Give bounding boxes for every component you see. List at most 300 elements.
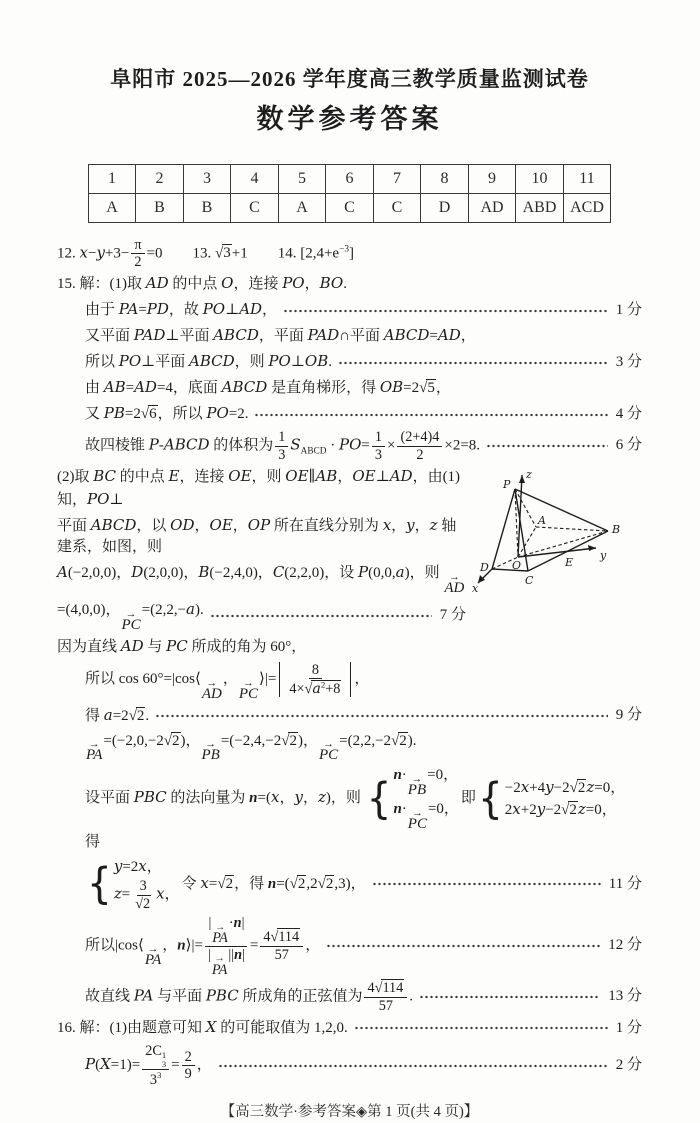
solution-16: [57, 1017, 642, 1088]
vector-name: PC: [238, 685, 258, 702]
y-axis-arrow: [588, 545, 596, 551]
line-content: [85, 766, 642, 853]
math-text: ，由(1)知，: [57, 469, 461, 508]
math-text: 1: [374, 429, 382, 446]
math-text: 与平面: [153, 988, 206, 1005]
math-text: =(−2,4,−2: [220, 732, 282, 749]
radical-sign: √: [135, 895, 143, 912]
math-text: ，: [337, 469, 353, 486]
math-text: ，: [414, 517, 430, 534]
math-var: PB: [103, 404, 125, 423]
vector-name: PC: [121, 616, 141, 633]
fraction-numerator: [137, 878, 150, 895]
fraction: [372, 429, 385, 463]
math-text: 3: [139, 878, 147, 895]
math-var: AD: [120, 636, 144, 655]
dot-leader: [486, 444, 608, 448]
math-text: 5: [427, 380, 435, 397]
math-text: −2: [504, 780, 521, 797]
math-text: +3−: [104, 244, 130, 261]
radical-sign: √: [317, 875, 325, 892]
fraction: [364, 980, 407, 1014]
square-root: [271, 928, 301, 945]
score-label: 2 分: [615, 1056, 642, 1073]
radical-sign: √: [140, 406, 149, 423]
script-super: 1: [161, 1050, 167, 1061]
vector: [408, 809, 427, 832]
math-var: z: [429, 515, 438, 534]
fraction-numerator: [205, 915, 247, 947]
superscript: −3: [339, 243, 349, 254]
math-text: 2: [172, 732, 180, 749]
radicand: [277, 928, 300, 945]
math-text: 所以 cos 60°=|cos⟨: [85, 670, 201, 687]
answer-cell: ABD: [516, 193, 564, 222]
vector-arrow-icon: →: [214, 923, 226, 932]
score-label: 3 分: [615, 353, 642, 370]
solution-15-part2: [57, 463, 466, 659]
math-text: .: [145, 707, 150, 724]
radicand: [381, 979, 404, 996]
math-var: BC: [93, 467, 117, 486]
math-vector-n: n: [234, 946, 243, 963]
fill-in-answers: [57, 237, 642, 271]
math-text: (2)取: [57, 469, 94, 486]
radicand: [142, 895, 151, 912]
math-var: a: [312, 680, 321, 697]
math-text: =(: [276, 875, 290, 892]
math-text: 4×: [289, 680, 305, 697]
math-text: ，所以: [157, 406, 207, 423]
score-label: 11 分: [608, 875, 642, 892]
line-content: [57, 599, 204, 633]
vector-name: PB: [201, 747, 220, 764]
score-label: 6 分: [615, 437, 642, 454]
square-root: [290, 875, 307, 892]
point-label-C: C: [525, 574, 534, 588]
math-text: 2: [325, 875, 334, 892]
math-vector-n: n: [267, 875, 277, 892]
math-text: 12.: [57, 244, 80, 261]
answer-cell: C: [231, 193, 279, 222]
vector-name: PA: [211, 961, 228, 978]
math-text: 57: [274, 946, 289, 963]
vector: [212, 955, 228, 977]
axis-label-x: x: [472, 582, 479, 594]
dot-leader: [326, 944, 600, 948]
question-number-cell: 1: [88, 164, 136, 193]
math-text: |: [242, 946, 245, 963]
radical-sign: √: [270, 929, 278, 946]
radicand: [311, 680, 341, 697]
square-root: [141, 405, 158, 422]
z-axis-arrow: [519, 475, 525, 483]
math-text: 所以|cos⟨: [85, 937, 144, 954]
math-text: |: [241, 915, 245, 932]
math-text: |: [207, 946, 211, 963]
text-line: [85, 377, 642, 400]
math-var: B: [198, 563, 210, 582]
line-content: [57, 466, 466, 512]
math-text: 1: [278, 429, 286, 446]
math-text: )，: [297, 732, 318, 749]
fraction-denominator: [147, 1070, 165, 1088]
radical-sign: √: [391, 732, 399, 749]
fraction: [182, 1049, 195, 1083]
math-text: ，: [460, 328, 476, 345]
math-text: ⊥平面: [141, 354, 190, 371]
answer-cell: C: [373, 193, 421, 222]
math-var: PA: [118, 300, 139, 319]
math-text: +2: [520, 802, 537, 819]
math-text: (2+4)4: [400, 429, 440, 446]
fraction-denominator: [182, 1066, 195, 1082]
math-text: 的中点: [168, 276, 222, 293]
question-number-row: [88, 164, 611, 193]
vector-name: PA: [144, 952, 162, 969]
math-text: =(−2,0,−2: [103, 732, 164, 749]
fraction: [286, 662, 344, 698]
line-content: [57, 1017, 348, 1040]
math-var: z: [317, 788, 326, 807]
fraction-denominator: [205, 947, 248, 978]
pyramid-figure: [470, 465, 642, 601]
math-text: 2: [504, 802, 513, 819]
math-text: ∩平面: [339, 328, 384, 345]
brace-icon: {: [87, 859, 112, 910]
answer-table: [88, 164, 612, 223]
math-var: PBC: [205, 986, 239, 1005]
math-text: 4: [367, 980, 375, 997]
math-text: 故四棱锥: [85, 437, 149, 454]
vector-arrow-icon: →: [323, 740, 334, 749]
math-text: ，则: [234, 354, 269, 371]
fraction: [205, 915, 248, 977]
math-text: ，: [279, 790, 295, 807]
math-var: y: [113, 856, 123, 875]
math-var: x: [382, 515, 392, 534]
point-label-A: A: [538, 514, 546, 528]
math-text: 又平面: [85, 328, 134, 345]
system-row: [393, 800, 458, 832]
text-line: [85, 429, 642, 463]
radical-sign: √: [304, 680, 312, 697]
math-text: ，: [194, 517, 210, 534]
math-text: 3: [374, 446, 382, 463]
exam-title: 阜阳市 2025—2026 学年度高三教学质量监测试卷: [110, 67, 589, 91]
math-text: ，: [164, 886, 180, 903]
math-var: AD: [239, 300, 263, 319]
math-text: =: [208, 875, 218, 892]
math-text: )，则: [325, 790, 365, 807]
text-line: [85, 766, 642, 853]
math-text: ，: [262, 302, 278, 319]
system-rows: [114, 857, 180, 913]
square-root: [561, 801, 578, 818]
math-text: ]: [348, 244, 354, 261]
math-text: 114: [278, 929, 300, 946]
vector-arrow-icon: →: [411, 808, 423, 817]
stacked-scripts: [162, 1051, 166, 1069]
math-text: ，: [354, 670, 370, 687]
question-number-cell: 10: [516, 164, 564, 193]
math-var: AB: [103, 378, 126, 397]
fraction-denominator: [275, 447, 288, 463]
question-number-cell: 11: [563, 164, 611, 193]
answer-cell: ACD: [563, 193, 611, 222]
math-var: OE: [352, 467, 376, 486]
line-content: [85, 980, 413, 1014]
line-content: [85, 429, 480, 463]
math-var: D: [131, 563, 144, 582]
math-text: 2C: [145, 1042, 162, 1059]
math-text: 9: [184, 1066, 192, 1083]
question-number-cell: 5: [278, 164, 326, 193]
math-text: 得: [85, 833, 101, 850]
math-text: =1)=: [110, 1057, 141, 1074]
solution-15-figure-row: [57, 463, 642, 659]
radical-sign: √: [561, 802, 569, 819]
math-text: ，连接: [179, 469, 229, 486]
answer-cell: C: [326, 193, 374, 222]
dot-leader: [254, 413, 607, 417]
fraction-numerator: [142, 1043, 169, 1070]
math-var: OE: [228, 467, 252, 486]
math-text: )，: [180, 732, 201, 749]
math-text: |: [208, 915, 212, 932]
vector-arrow-icon: →: [448, 572, 460, 581]
math-var: y: [536, 800, 546, 819]
math-text: ⊥: [109, 491, 124, 508]
answer-row: [88, 193, 611, 222]
math-text: 的法向量为: [166, 790, 250, 807]
math-var: PO: [202, 300, 226, 319]
math-text: ,2: [306, 875, 318, 892]
point-label-E: E: [565, 556, 574, 570]
vector-arrow-icon: →: [411, 775, 423, 784]
system-rows: [505, 778, 625, 820]
math-text: =2: [112, 707, 129, 724]
fraction: [275, 429, 288, 463]
system-rows: [393, 766, 458, 832]
math-text: =: [171, 1057, 180, 1074]
fraction-numerator: [372, 429, 385, 446]
math-var: ABCD: [90, 515, 137, 534]
vector-name: PC: [318, 747, 339, 764]
vector-arrow-icon: →: [205, 740, 217, 749]
math-text: π: [134, 236, 142, 253]
equation-system: [367, 766, 459, 832]
line-content: [85, 377, 451, 400]
math-text: +4: [529, 780, 546, 797]
math-var: ABCD: [213, 326, 259, 345]
math-text: 2: [399, 732, 407, 749]
math-text: 4: [263, 929, 271, 946]
question-number-cell: 2: [136, 164, 184, 193]
math-var: PA: [133, 986, 154, 1005]
math-text: ，: [305, 937, 321, 954]
superscript: 3: [157, 1070, 162, 1081]
math-var: x: [270, 788, 280, 807]
math-text: 57: [378, 997, 394, 1014]
fraction-denominator: [413, 447, 426, 463]
dot-leader: [283, 309, 608, 313]
line-content: [57, 237, 354, 271]
line-content: [85, 915, 320, 977]
math-vector-n: n: [393, 767, 402, 784]
math-vector-n: n: [393, 801, 402, 818]
math-text: (2,2,0)，设: [284, 565, 359, 582]
math-var: PO: [282, 274, 305, 293]
vector-arrow-icon: →: [125, 609, 137, 618]
radicand: [225, 875, 235, 892]
radicand: [136, 707, 146, 724]
math-text: −: [87, 244, 97, 261]
square-root: [419, 379, 436, 396]
dot-leader: [155, 714, 608, 718]
math-text: 的可能取值为 1,2,0.: [216, 1020, 348, 1037]
math-text: ⟩|=: [259, 670, 277, 687]
absolute-value: [279, 662, 351, 698]
score-label: 1 分: [615, 301, 642, 318]
math-var: X: [100, 1055, 111, 1074]
vector-name: PA: [86, 747, 103, 764]
fraction-denominator: [272, 947, 292, 963]
text-line: [57, 562, 466, 596]
math-text: ⊥: [290, 354, 305, 371]
radicand: [222, 244, 232, 261]
fraction-denominator: [132, 896, 154, 912]
math-text: =0，: [594, 780, 626, 797]
math-text: 设平面: [85, 790, 134, 807]
radicand: [148, 405, 158, 422]
vector-name: PA: [212, 930, 228, 947]
script-sub: 3: [161, 1059, 167, 1070]
math-text: =2: [122, 858, 139, 875]
math-vector-n: n: [177, 937, 186, 954]
text-line: [85, 857, 642, 913]
vector-name: AD: [444, 579, 465, 596]
text-line: [57, 273, 642, 296]
fraction: [397, 429, 442, 463]
math-text: −2: [545, 802, 562, 819]
math-text: 15. 解：(1)取: [57, 276, 146, 293]
line-content: [85, 403, 248, 426]
square-root: [129, 707, 146, 724]
line-content: [85, 705, 149, 728]
math-var: x: [512, 800, 521, 819]
math-text: 令: [181, 875, 201, 892]
vector: [408, 775, 426, 798]
math-vector-n: n: [233, 915, 242, 932]
math-text: =: [429, 328, 438, 345]
square-root: [318, 875, 335, 892]
math-var: PAD: [307, 326, 340, 345]
square-root: [281, 732, 298, 749]
math-text: 得: [85, 707, 104, 724]
math-text: 由: [85, 380, 104, 397]
solution-15-part3: [57, 662, 642, 1014]
question-number-cell: 4: [231, 164, 279, 193]
point-label-D: D: [480, 561, 489, 575]
math-text: =0，: [427, 767, 459, 784]
math-var: x: [156, 884, 165, 903]
math-text: ⟩|=: [185, 937, 203, 954]
system-row: [393, 766, 458, 798]
math-text: 的中点: [116, 469, 169, 486]
line-content: [85, 325, 476, 348]
math-text: ，: [304, 276, 320, 293]
math-text: +8: [325, 680, 341, 697]
vector: [239, 679, 258, 702]
math-text: .: [343, 276, 347, 293]
dot-leader: [419, 995, 600, 999]
text-line: [57, 466, 466, 512]
equation-system: [477, 774, 626, 824]
math-text: ⊥: [225, 302, 240, 319]
vector: [444, 573, 464, 596]
score-label: 4 分: [615, 405, 642, 422]
solution-15-part1: [57, 273, 642, 463]
math-var: x: [520, 778, 530, 797]
math-text: (0,0,: [368, 565, 396, 582]
math-text: 又: [85, 406, 104, 423]
radical-sign: √: [128, 707, 136, 724]
math-var: x: [200, 873, 209, 892]
answer-cell: AD: [468, 193, 516, 222]
math-var: OB: [379, 378, 404, 397]
math-text: ，故: [168, 302, 203, 319]
math-var: ABCD: [163, 435, 210, 454]
radicand: [426, 379, 436, 396]
math-var: OD: [170, 515, 195, 534]
radicand: [398, 732, 408, 749]
line-content: [85, 662, 369, 702]
math-text: ，平面: [258, 328, 308, 345]
math-text: 2: [569, 802, 577, 819]
math-var: z: [586, 778, 595, 797]
math-text: 即: [460, 790, 476, 807]
math-var: AD: [145, 274, 169, 293]
answer-cell: B: [136, 193, 184, 222]
math-text: ⊥: [375, 469, 390, 486]
radicand: [171, 732, 181, 749]
math-text: 所在直线分别为: [270, 517, 383, 534]
radical-sign: √: [374, 980, 382, 997]
question-number-cell: 8: [421, 164, 469, 193]
math-text: 114: [382, 980, 404, 997]
math-var: z: [577, 800, 586, 819]
math-text: =0，: [585, 802, 617, 819]
math-text: ，: [196, 1057, 212, 1074]
axis-label-y: y: [600, 549, 607, 563]
system-row: [114, 878, 180, 912]
fraction: [142, 1043, 169, 1088]
math-text: ，: [162, 937, 178, 954]
text-line: [85, 403, 642, 426]
math-text: +1 14. [2,4+e: [231, 244, 340, 261]
math-text: =0 13.: [146, 244, 216, 261]
math-text: 2: [134, 253, 142, 270]
superscript: 2: [320, 679, 326, 690]
score-label: 1 分: [615, 1019, 642, 1036]
math-text: 2: [225, 875, 234, 892]
math-text: ，: [302, 790, 318, 807]
math-text: 与: [143, 638, 167, 655]
math-text: =2.: [228, 406, 249, 423]
fraction-numerator: [397, 429, 442, 446]
math-text: ·: [326, 437, 340, 454]
